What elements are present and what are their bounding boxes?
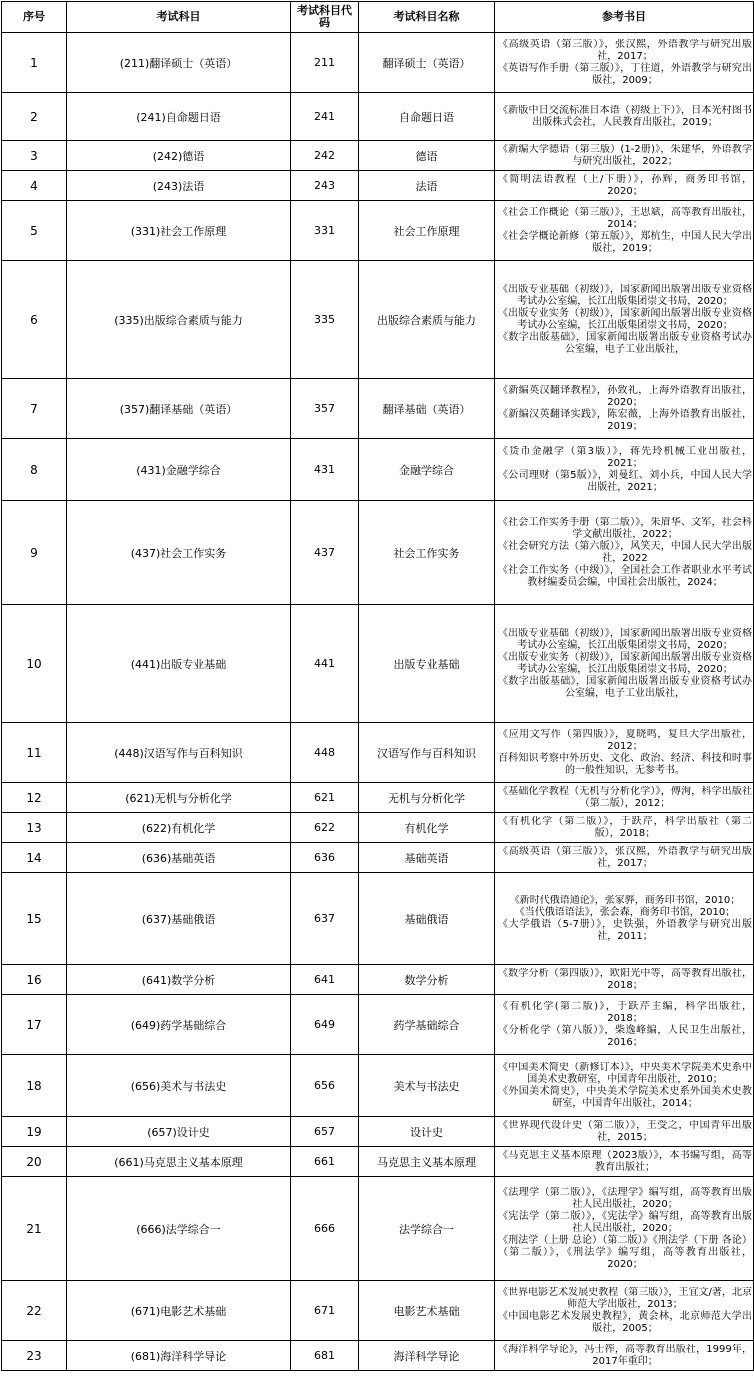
subject-code: 242	[291, 141, 359, 171]
subject-name: 数学分析	[359, 965, 495, 995]
reference-books	[495, 965, 754, 995]
exam-subject: (637)基础俄语	[67, 873, 291, 965]
reference-book: 《社会工作概论（第三版）》，王思斌，高等教育出版社，2014；	[498, 206, 752, 230]
reference-list	[498, 1001, 752, 1049]
exam-subject: (636)基础英语	[67, 843, 291, 873]
reference-book: 《刑法学（上册 总论）（第二版）》《刑法学（下册 各论）（第二版）》，《刑法学》编写组，高等教育出版社，2020；	[498, 1234, 752, 1270]
row-number: 13	[2, 813, 67, 843]
exam-subject: (621)无机与分析化学	[67, 783, 291, 813]
reference-book: 《当代俄语语法》，张会森，商务印书馆，2010；	[514, 906, 736, 918]
table-row	[2, 723, 754, 783]
reference-book: 《有机化学(第二版)》，于跃芹主编，科学出版社，2018；	[498, 1000, 752, 1024]
subject-code: 671	[291, 1281, 359, 1341]
subject-code: 622	[291, 813, 359, 843]
table-row	[2, 1177, 754, 1281]
reference-book: 《世界现代设计史（第二版）》，王受之，中国青年出版社，2015；	[498, 1119, 752, 1143]
table-row	[2, 1341, 754, 1371]
table-row	[2, 783, 754, 813]
subject-code: 649	[291, 995, 359, 1055]
exam-subject: (656)美术与书法史	[67, 1055, 291, 1117]
exam-subject: (671)电影艺术基础	[67, 1281, 291, 1341]
subject-name: 出版综合素质与能力	[359, 261, 495, 379]
row-number: 5	[2, 201, 67, 261]
row-number: 11	[2, 723, 67, 783]
table-row	[2, 605, 754, 723]
reference-list	[498, 39, 752, 87]
reference-books	[495, 1117, 754, 1147]
table-row	[2, 33, 754, 93]
exam-subject: (335)出版综合素质与能力	[67, 261, 291, 379]
reference-books	[495, 93, 754, 141]
exam-subject: (243)法语	[67, 171, 291, 201]
reference-books	[495, 33, 754, 93]
reference-book: 《数字出版基础》，国家新闻出版署出版专业资格考试办公室编，电子工业出版社，	[498, 675, 752, 699]
exam-subject: (681)海洋科学导论	[67, 1341, 291, 1371]
reference-list	[498, 1150, 752, 1174]
table-row	[2, 995, 754, 1055]
exam-subject: (666)法学综合一	[67, 1177, 291, 1281]
table-row	[2, 501, 754, 605]
header-name: 考试科目名称	[359, 2, 495, 33]
table-row	[2, 93, 754, 141]
exam-subject: (448)汉语写作与百科知识	[67, 723, 291, 783]
subject-code: 331	[291, 201, 359, 261]
reference-books	[495, 141, 754, 171]
subject-code: 621	[291, 783, 359, 813]
reference-book: 《新编英汉翻译教程》，孙致礼，上海外语教育出版社，2020；	[498, 384, 752, 408]
reference-book: 《大学俄语（5-7册）》，史铁强，外语教学与研究出版社，2011；	[498, 918, 752, 942]
header-code: 考试科目代码	[291, 2, 359, 33]
row-number: 23	[2, 1341, 67, 1371]
row-number: 19	[2, 1117, 67, 1147]
reference-book: 《宪法学（第二版）》，《宪法学》编写组，高等教育出版社人民出版社，2020；	[498, 1210, 752, 1234]
subject-code: 636	[291, 843, 359, 873]
table-row	[2, 1281, 754, 1341]
reference-book: 《新时代俄语通论》，张家骅，商务印书馆，2010；	[509, 894, 741, 906]
reference-list	[498, 846, 752, 870]
subject-name: 自命题日语	[359, 93, 495, 141]
exam-subject: (661)马克思主义基本原理	[67, 1147, 291, 1177]
reference-books	[495, 261, 754, 379]
reference-books	[495, 201, 754, 261]
reference-book: 《马克思主义基本原理（2023版）》，本书编写组，高等教育出版社；	[498, 1149, 752, 1173]
row-number: 22	[2, 1281, 67, 1341]
subject-name: 法学综合一	[359, 1177, 495, 1281]
exam-subject: (431)金融学综合	[67, 439, 291, 501]
table-row	[2, 141, 754, 171]
row-number: 17	[2, 995, 67, 1055]
exam-subject: (649)药学基础综合	[67, 995, 291, 1055]
reference-books	[495, 1177, 754, 1281]
reference-list	[498, 816, 752, 840]
subject-name: 马克思主义基本原理	[359, 1147, 495, 1177]
reference-book: 《中国美术简史（新修订本）》，中央美术学院美术史系中国美术史教研室，中国青年出版社，2010；	[498, 1061, 752, 1085]
exam-subject: (331)社会工作原理	[67, 201, 291, 261]
reference-list	[498, 446, 752, 494]
subject-name: 电影艺术基础	[359, 1281, 495, 1341]
exam-subjects-table	[1, 1, 754, 1371]
header-subject: 考试科目	[67, 2, 291, 33]
row-number: 10	[2, 605, 67, 723]
row-number: 15	[2, 873, 67, 965]
row-number: 18	[2, 1055, 67, 1117]
reference-books	[495, 1147, 754, 1177]
reference-list	[498, 968, 752, 992]
subject-name: 汉语写作与百科知识	[359, 723, 495, 783]
subject-code: 211	[291, 33, 359, 93]
row-number: 2	[2, 93, 67, 141]
reference-book: 《新版中日交流标准日本语（初级上下）》，日本光村图书出版株式会社，人民教育出版社，2019；	[498, 104, 752, 128]
subject-name: 基础英语	[359, 843, 495, 873]
table-row	[2, 873, 754, 965]
subject-code: 431	[291, 439, 359, 501]
reference-books	[495, 813, 754, 843]
reference-book: 《社会学概论新修（第五版）》，郑杭生，中国人民大学出版社，2019；	[498, 230, 752, 254]
subject-name: 海洋科学导论	[359, 1341, 495, 1371]
subject-name: 无机与分析化学	[359, 783, 495, 813]
reference-books	[495, 501, 754, 605]
subject-name: 美术与书法史	[359, 1055, 495, 1117]
reference-book: 《基础化学教程（无机与分析化学）》，傅洵，科学出版社（第二版），2012；	[498, 785, 752, 809]
row-number: 9	[2, 501, 67, 605]
reference-book: 《出版专业实务（初级）》，国家新闻出版署出版专业资格考试办公室编，长江出版集团崇文书局，2020；	[498, 307, 752, 331]
row-number: 4	[2, 171, 67, 201]
table-row	[2, 1117, 754, 1147]
reference-book: 《高级英语（第三版）》，张汉熙，外语教学与研究出版社，2017；	[498, 845, 752, 869]
reference-list	[498, 517, 752, 589]
reference-list	[498, 385, 752, 433]
reference-book: 《货币金融学（第3版）》，蒋先玲机械工业出版社，2021；	[498, 445, 752, 469]
header-row	[2, 2, 754, 33]
exam-subject: (437)社会工作实务	[67, 501, 291, 605]
reference-list	[498, 174, 752, 198]
reference-book: 《世界电影艺术发展史教程（第三版）》，王宜文/著，北京师范大学出版社，2013；	[498, 1286, 752, 1310]
reference-list	[498, 1187, 752, 1271]
reference-list	[498, 1287, 752, 1335]
reference-book: 《分析化学（第八版）》，柴逸峰编，人民卫生出版社，2016；	[498, 1024, 752, 1048]
reference-books	[495, 843, 754, 873]
reference-book: 《公司理财（第5版）》，刘曼红、刘小兵，中国人民大学出版社，2021；	[498, 469, 752, 493]
row-number: 8	[2, 439, 67, 501]
reference-book: 《出版专业基础（初级）》，国家新闻出版署出版专业资格考试办公室编，长江出版集团崇文书局，2020；	[498, 283, 752, 307]
header-no: 序号	[2, 2, 67, 33]
subject-code: 661	[291, 1147, 359, 1177]
reference-book: 《高级英语（第三版）》，张汉熙，外语教学与研究出版社，2017；	[498, 38, 752, 62]
subject-code: 666	[291, 1177, 359, 1281]
reference-book: 《社会研究方法（第六版）》，风笑天，中国人民大学出版社，2022	[498, 540, 752, 564]
row-number: 21	[2, 1177, 67, 1281]
reference-books	[495, 723, 754, 783]
subject-code: 448	[291, 723, 359, 783]
reference-book: 《海洋科学导论》，冯士筰，高等教育出版社，1999年，2017年重印；	[498, 1343, 752, 1367]
table-row	[2, 379, 754, 439]
subject-name: 金融学综合	[359, 439, 495, 501]
subject-name: 翻译硕士（英语）	[359, 33, 495, 93]
reference-book: 《数学分析（第四版）》，欧阳光中等，高等教育出版社，2018；	[498, 967, 752, 991]
reference-book: 《中国电影艺术发展史教程》，黄会林，北京师范大学出版社，2005；	[498, 1310, 752, 1334]
reference-book: 百科知识考察中外历史、文化、政治、经济、科技和时事的一般性知识，无参考书。	[498, 752, 752, 776]
row-number: 1	[2, 33, 67, 93]
reference-book: 《外国美术简史》，中央美术学院美术史系外国美术史教研室，中国青年出版社，2014；	[498, 1085, 752, 1109]
table-row	[2, 261, 754, 379]
reference-list	[498, 729, 752, 777]
row-number: 20	[2, 1147, 67, 1177]
subject-code: 441	[291, 605, 359, 723]
reference-books	[495, 1341, 754, 1371]
row-number: 7	[2, 379, 67, 439]
subject-code: 637	[291, 873, 359, 965]
reference-list	[498, 895, 752, 943]
subject-name: 法语	[359, 171, 495, 201]
reference-list	[498, 1062, 752, 1110]
subject-code: 437	[291, 501, 359, 605]
subject-code: 681	[291, 1341, 359, 1371]
exam-subject: (357)翻译基础（英语）	[67, 379, 291, 439]
reference-list	[498, 105, 752, 129]
reference-books	[495, 1055, 754, 1117]
reference-list	[498, 1344, 752, 1368]
reference-book: 《社会工作实务（中级）》，全国社会工作者职业水平考试教材编委员会编，中国社会出版社，2024；	[498, 564, 752, 588]
reference-books	[495, 379, 754, 439]
subject-name: 基础俄语	[359, 873, 495, 965]
subject-code: 243	[291, 171, 359, 201]
subject-code: 241	[291, 93, 359, 141]
exam-subject: (622)有机化学	[67, 813, 291, 843]
subject-name: 药学基础综合	[359, 995, 495, 1055]
reference-books	[495, 605, 754, 723]
header-refs: 参考书目	[495, 2, 754, 33]
exam-subject: (657)设计史	[67, 1117, 291, 1147]
subject-name: 社会工作原理	[359, 201, 495, 261]
table-row	[2, 843, 754, 873]
reference-books	[495, 439, 754, 501]
subject-code: 335	[291, 261, 359, 379]
reference-list	[498, 207, 752, 255]
reference-book: 《简明法语教程（上/下册）》，孙辉，商务印书馆，2020；	[498, 173, 752, 197]
table-body	[2, 33, 754, 1371]
reference-books	[495, 995, 754, 1055]
reference-books	[495, 171, 754, 201]
reference-book: 《数字出版基础》，国家新闻出版署出版专业资格考试办公室编，电子工业出版社，	[498, 331, 752, 355]
reference-book: 《法理学（第二版）》，《法理学》编写组，高等教育出版社人民出版社，2020；	[498, 1186, 752, 1210]
reference-list	[498, 1120, 752, 1144]
subject-code: 357	[291, 379, 359, 439]
reference-list	[498, 284, 752, 356]
table-row	[2, 439, 754, 501]
reference-book: 《出版专业基础（初级）》，国家新闻出版署出版专业资格考试办公室编，长江出版集团崇文书局，2020；	[498, 627, 752, 651]
reference-book: 《英语写作手册（第三版）》，丁往道，外语教学与研究出版社，2009；	[498, 62, 752, 86]
table-row	[2, 201, 754, 261]
subject-name: 出版专业基础	[359, 605, 495, 723]
exam-subject: (211)翻译硕士（英语）	[67, 33, 291, 93]
reference-list	[498, 786, 752, 810]
row-number: 12	[2, 783, 67, 813]
exam-subject: (641)数学分析	[67, 965, 291, 995]
reference-books	[495, 1281, 754, 1341]
exam-subject: (241)自命题日语	[67, 93, 291, 141]
row-number: 14	[2, 843, 67, 873]
reference-book: 《新编大学德语（第三版）(1-2册)》，朱建华，外语教学与研究出版社，2022；	[498, 143, 752, 167]
subject-code: 656	[291, 1055, 359, 1117]
table-row	[2, 965, 754, 995]
reference-book: 《出版专业实务（初级）》，国家新闻出版署出版专业资格考试办公室编，长江出版集团崇文书局，2020；	[498, 651, 752, 675]
reference-list	[498, 144, 752, 168]
reference-book: 《社会工作实务手册（第二版）》，朱眉华、文军，社会科学文献出版社，2022；	[498, 516, 752, 540]
reference-books	[495, 873, 754, 965]
subject-name: 翻译基础（英语）	[359, 379, 495, 439]
reference-books	[495, 783, 754, 813]
subject-name: 有机化学	[359, 813, 495, 843]
exam-subject: (242)德语	[67, 141, 291, 171]
subject-code: 657	[291, 1117, 359, 1147]
row-number: 3	[2, 141, 67, 171]
reference-book: 《应用文写作（第四版）》，夏晓鸣，复旦大学出版社，2012；	[498, 728, 752, 752]
table-row	[2, 1147, 754, 1177]
reference-list	[498, 628, 752, 700]
reference-book: 《有机化学（第二版）》，于跃芹，科学出版社（第二版），2018；	[498, 815, 752, 839]
table-row	[2, 1055, 754, 1117]
subject-code: 641	[291, 965, 359, 995]
subject-name: 社会工作实务	[359, 501, 495, 605]
row-number: 6	[2, 261, 67, 379]
row-number: 16	[2, 965, 67, 995]
subject-name: 设计史	[359, 1117, 495, 1147]
reference-book: 《新编汉英翻译实践》，陈宏薇，上海外语教育出版社，2019；	[498, 408, 752, 432]
subject-name: 德语	[359, 141, 495, 171]
table-row	[2, 171, 754, 201]
table-row	[2, 813, 754, 843]
exam-subject: (441)出版专业基础	[67, 605, 291, 723]
